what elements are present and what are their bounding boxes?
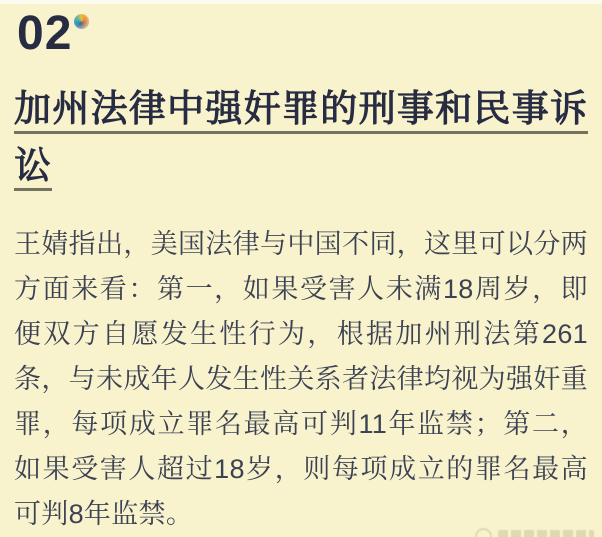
watermark-text-blur <box>498 530 594 537</box>
section-number: 02 <box>17 7 73 60</box>
top-edge-strip <box>0 0 602 4</box>
swirl-logo-icon <box>74 14 89 29</box>
article-title: 加州法律中强奸罪的刑事和民事诉讼 <box>14 88 588 186</box>
watermark-logo-icon <box>475 528 492 537</box>
section-header <box>17 7 89 60</box>
watermark <box>475 528 594 537</box>
article-body: 王婧指出，美国法律与中国不同，这里可以分两方面来看：第一，如果受害人未满18周岁，即便双方自愿发生性行为，根据加州刑法第261条，与未成年人发生性关系者法律均视为强奸重罪，每项成立罪名最高可判11年监禁；第二，如果受害人超过18岁，则每项成立的罪名最高可判8年监禁。 <box>14 229 588 529</box>
